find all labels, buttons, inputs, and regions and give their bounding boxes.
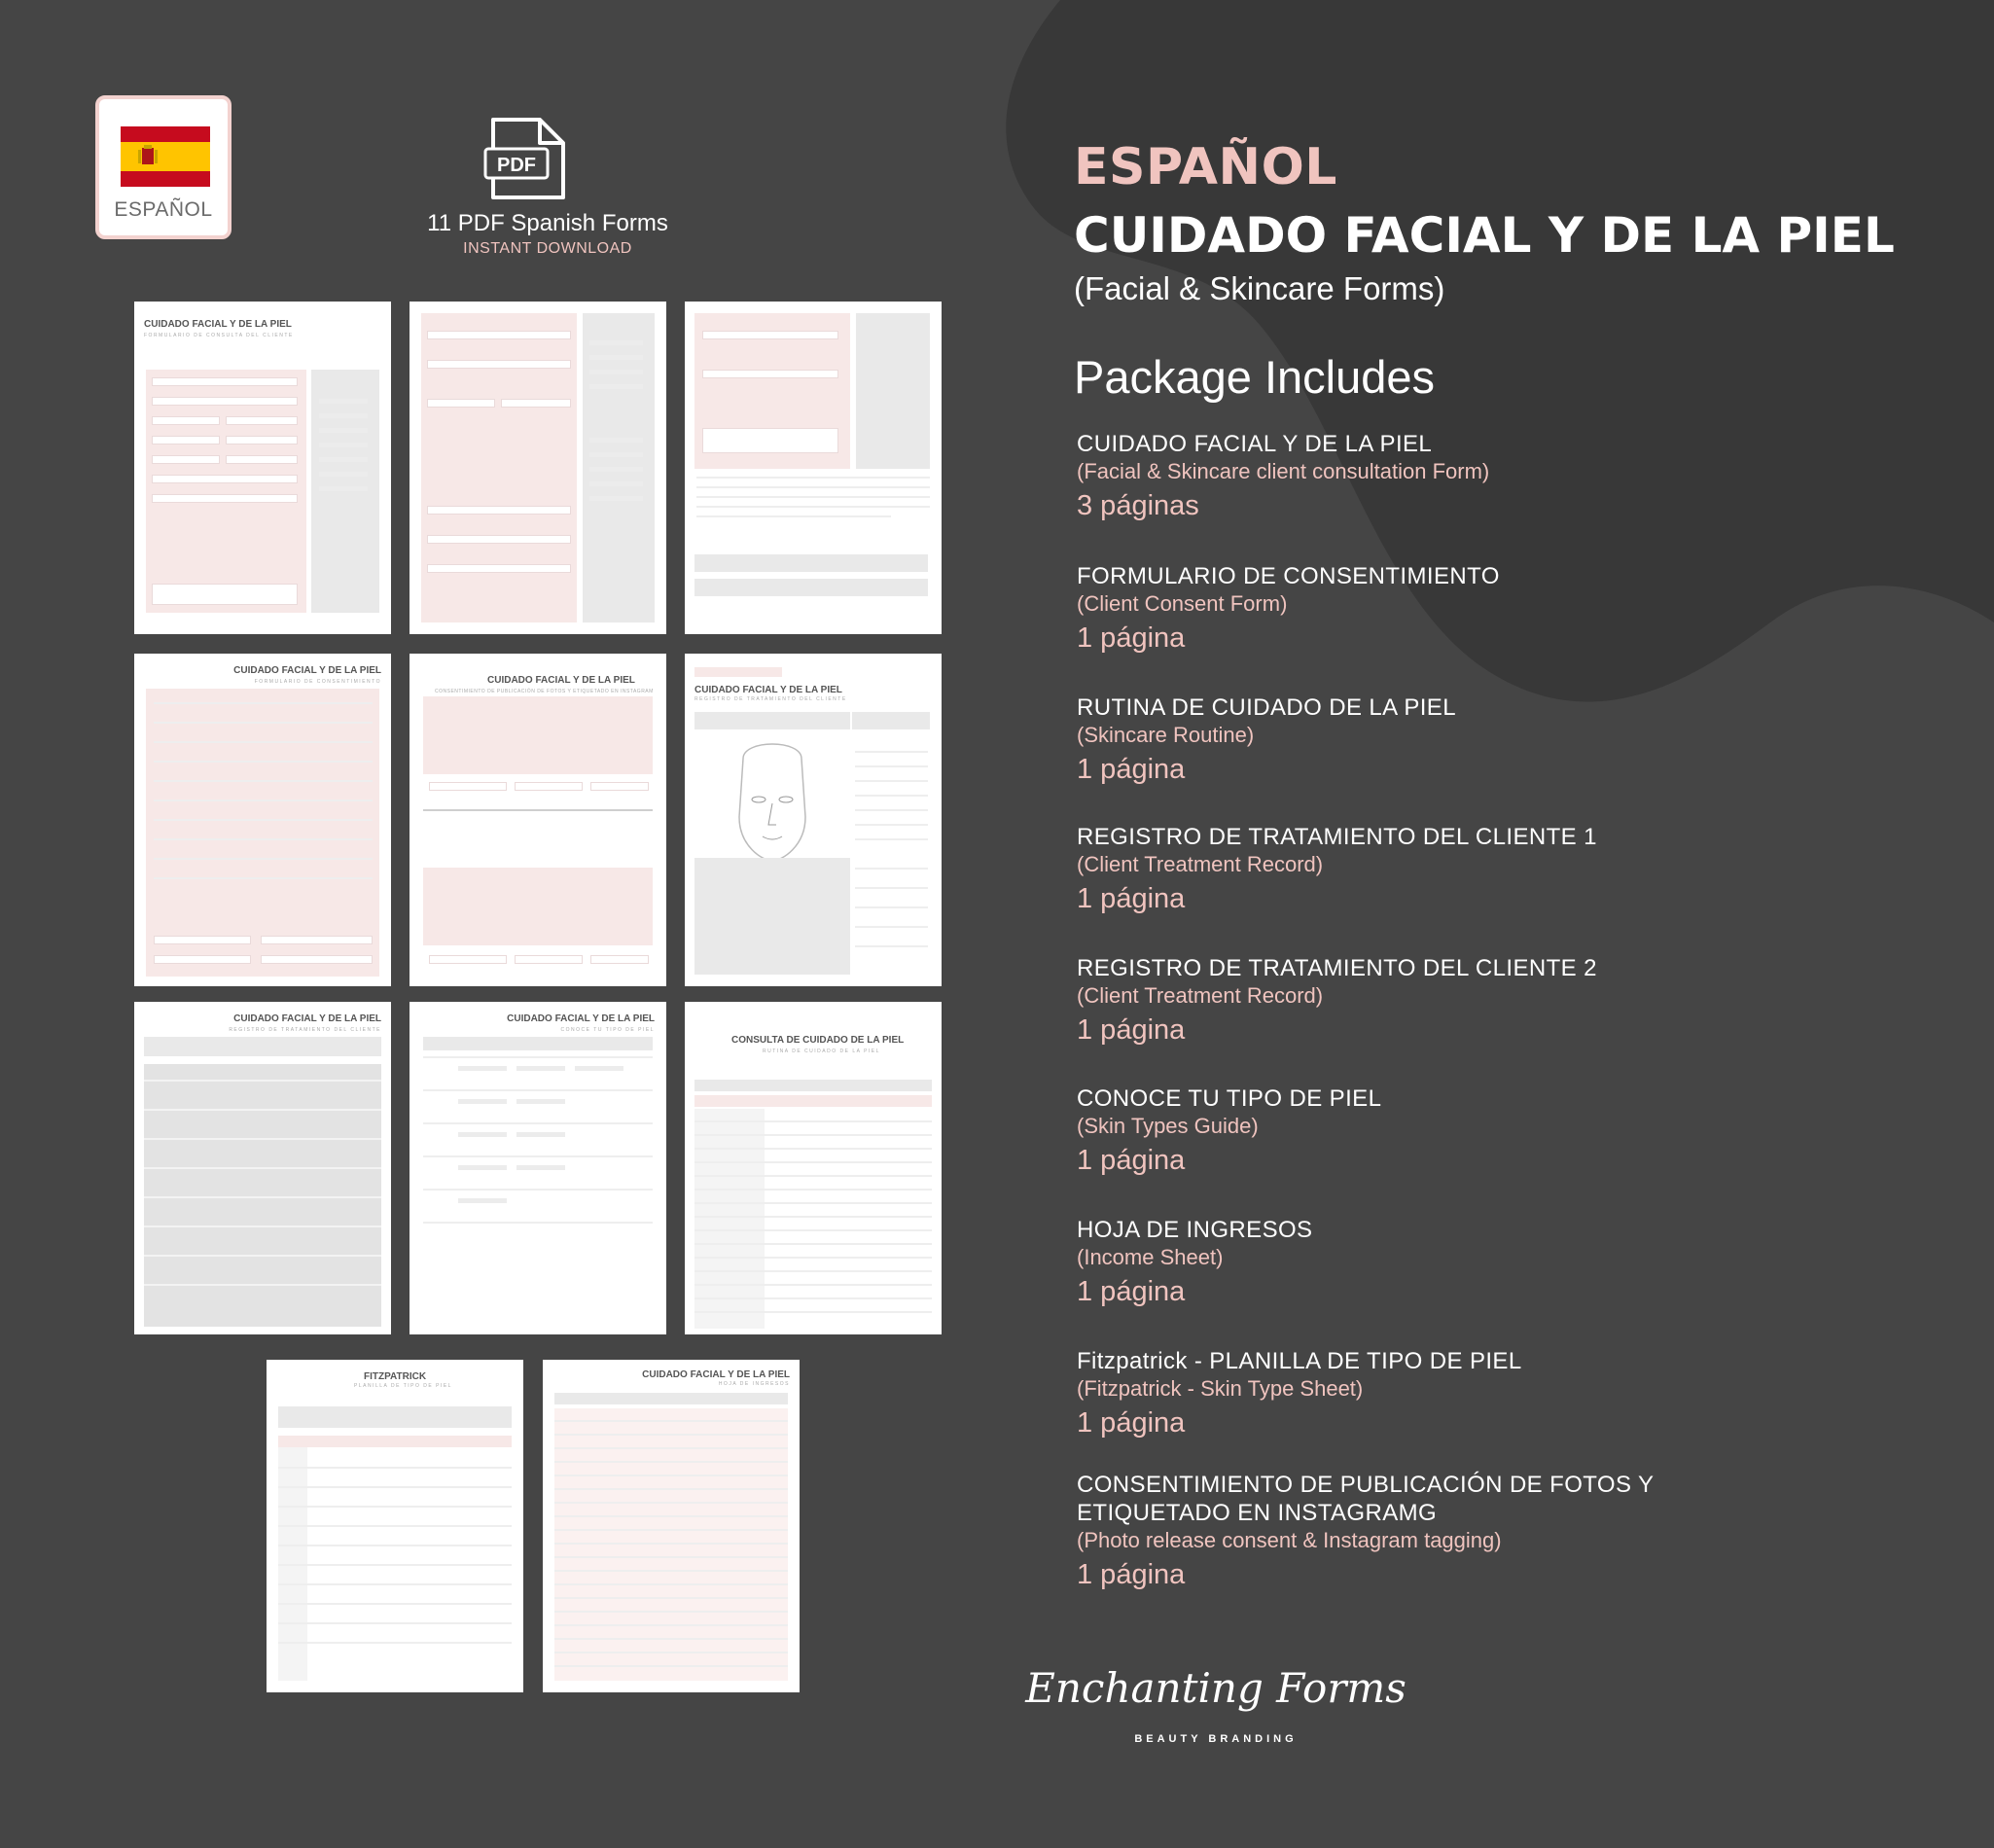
brand-signature-icon xyxy=(1025,1644,1406,1731)
pdf-file-icon xyxy=(485,116,571,201)
item-english-name: (Photo release consent & Instagram tagging) xyxy=(1077,1528,1502,1552)
item-english-name: (Income Sheet) xyxy=(1077,1245,1224,1269)
thumbnail-subtitle: PLANILLA DE TIPO DE PIEL xyxy=(354,1383,452,1389)
language-heading: ESPAÑOL xyxy=(1074,138,1337,196)
thumbnail-title: FITZPATRICK xyxy=(364,1371,427,1382)
thumbnail-subtitle: CONOCE TU TIPO DE PIEL xyxy=(560,1027,655,1033)
item-name: REGISTRO DE TRATAMIENTO DEL CLIENTE 2 xyxy=(1077,955,1597,981)
item-name: CUIDADO FACIAL Y DE LA PIEL xyxy=(1077,431,1433,457)
item-page-count: 1 página xyxy=(1077,1145,1186,1176)
form-thumbnail xyxy=(134,1002,391,1334)
thumbnail-title: CONSULTA DE CUIDADO DE LA PIEL xyxy=(731,1035,905,1046)
thumbnail-title: CUIDADO FACIAL Y DE LA PIEL xyxy=(694,685,842,695)
page-title: CUIDADO FACIAL Y DE LA PIEL xyxy=(1074,207,1895,264)
form-thumbnail xyxy=(409,302,666,634)
thumbnail-title: CUIDADO FACIAL Y DE LA PIEL xyxy=(233,665,381,676)
item-english-name: (Client Treatment Record) xyxy=(1077,983,1324,1008)
thumbnail-subtitle: FORMULARIO DE CONSULTA DEL CLIENTE xyxy=(144,333,294,338)
thumbnail-title: CUIDADO FACIAL Y DE LA PIEL xyxy=(487,675,635,686)
brand-logo xyxy=(1025,1644,1406,1760)
package-title: Package Includes xyxy=(1074,351,1436,403)
package-item xyxy=(1077,1471,1699,1596)
item-page-count: 1 página xyxy=(1077,883,1186,914)
item-name: CONSENTIMIENTO DE PUBLICACIÓN DE FOTOS Y ETIQUETADO EN INSTAGRAMG xyxy=(1077,1472,1654,1526)
thumbnail-subtitle: REGISTRO DE TRATAMIENTO DEL CLIENTE xyxy=(229,1027,381,1033)
package-item xyxy=(1077,1084,1952,1182)
thumbnail-subtitle: HOJA DE INGRESOS xyxy=(718,1381,790,1387)
form-thumbnail xyxy=(134,302,391,634)
item-page-count: 1 página xyxy=(1077,1014,1186,1046)
item-page-count: 1 página xyxy=(1077,1559,1186,1590)
form-thumbnail xyxy=(409,654,666,986)
package-item xyxy=(1077,430,1952,527)
package-item xyxy=(1077,1347,1952,1444)
item-english-name: (Skincare Routine) xyxy=(1077,723,1255,747)
form-thumbnail xyxy=(134,654,391,986)
thumbnail-subtitle: REGISTRO DE TRATAMIENTO DEL CLIENTE xyxy=(694,696,847,702)
item-english-name: (Skin Types Guide) xyxy=(1077,1114,1259,1138)
item-name: REGISTRO DE TRATAMIENTO DEL CLIENTE 1 xyxy=(1077,824,1597,850)
item-name: HOJA DE INGRESOS xyxy=(1077,1217,1313,1243)
package-item xyxy=(1077,562,1952,659)
thumbnail-title: CUIDADO FACIAL Y DE LA PIEL xyxy=(507,1013,655,1024)
package-item xyxy=(1077,823,1952,920)
item-page-count: 1 página xyxy=(1077,622,1186,654)
form-thumbnail xyxy=(685,654,942,986)
item-english-name: (Fitzpatrick - Skin Type Sheet) xyxy=(1077,1376,1364,1401)
item-name: RUTINA DE CUIDADO DE LA PIEL xyxy=(1077,694,1456,721)
thumbnail-title: CUIDADO FACIAL Y DE LA PIEL xyxy=(642,1369,790,1380)
form-thumbnail xyxy=(267,1360,523,1692)
item-page-count: 1 página xyxy=(1077,1276,1186,1307)
item-name: FORMULARIO DE CONSENTIMIENTO xyxy=(1077,563,1500,589)
thumbnail-subtitle: RUTINA DE CUIDADO DE LA PIEL xyxy=(763,1048,880,1054)
package-item xyxy=(1077,1216,1952,1313)
page-subtitle: (Facial & Skincare Forms) xyxy=(1074,270,1445,306)
thumbnail-subtitle: FORMULARIO DE CONSENTIMIENTO xyxy=(254,679,381,685)
item-english-name: (Client Treatment Record) xyxy=(1077,852,1324,876)
form-thumbnail xyxy=(543,1360,800,1692)
form-thumbnail xyxy=(409,1002,666,1334)
language-badge xyxy=(95,95,231,239)
pdf-count-title: 11 PDF Spanish Forms xyxy=(427,210,668,236)
package-item xyxy=(1077,693,1952,791)
form-thumbnail xyxy=(685,1002,942,1334)
item-english-name: (Client Consent Form) xyxy=(1077,591,1288,616)
brand-tagline: BEAUTY BRANDING xyxy=(1134,1733,1298,1745)
item-page-count: 1 página xyxy=(1077,754,1186,785)
pdf-download-subtitle: INSTANT DOWNLOAD xyxy=(463,240,632,257)
badge-label: ESPAÑOL xyxy=(114,198,213,221)
item-name: Fitzpatrick - PLANILLA DE TIPO DE PIEL xyxy=(1077,1348,1522,1374)
package-item xyxy=(1077,954,1952,1051)
thumbnail-title: CUIDADO FACIAL Y DE LA PIEL xyxy=(233,1013,381,1024)
form-thumbnail xyxy=(685,302,942,634)
spain-flag-icon xyxy=(121,126,210,187)
item-page-count: 1 página xyxy=(1077,1407,1186,1439)
thumbnail-subtitle: CONSENTIMIENTO DE PUBLICACIÓN DE FOTOS Y ETIQUETADO EN INSTAGRAM xyxy=(435,689,654,694)
thumbnail-title: CUIDADO FACIAL Y DE LA PIEL xyxy=(144,319,292,330)
brand-name: Enchanting Forms xyxy=(1025,1664,1406,1712)
item-page-count: 3 páginas xyxy=(1077,490,1199,521)
item-name: CONOCE TU TIPO DE PIEL xyxy=(1077,1085,1382,1112)
pdf-icon-text: PDF xyxy=(497,155,536,176)
item-english-name: (Facial & Skincare client consultation Form) xyxy=(1077,459,1490,483)
